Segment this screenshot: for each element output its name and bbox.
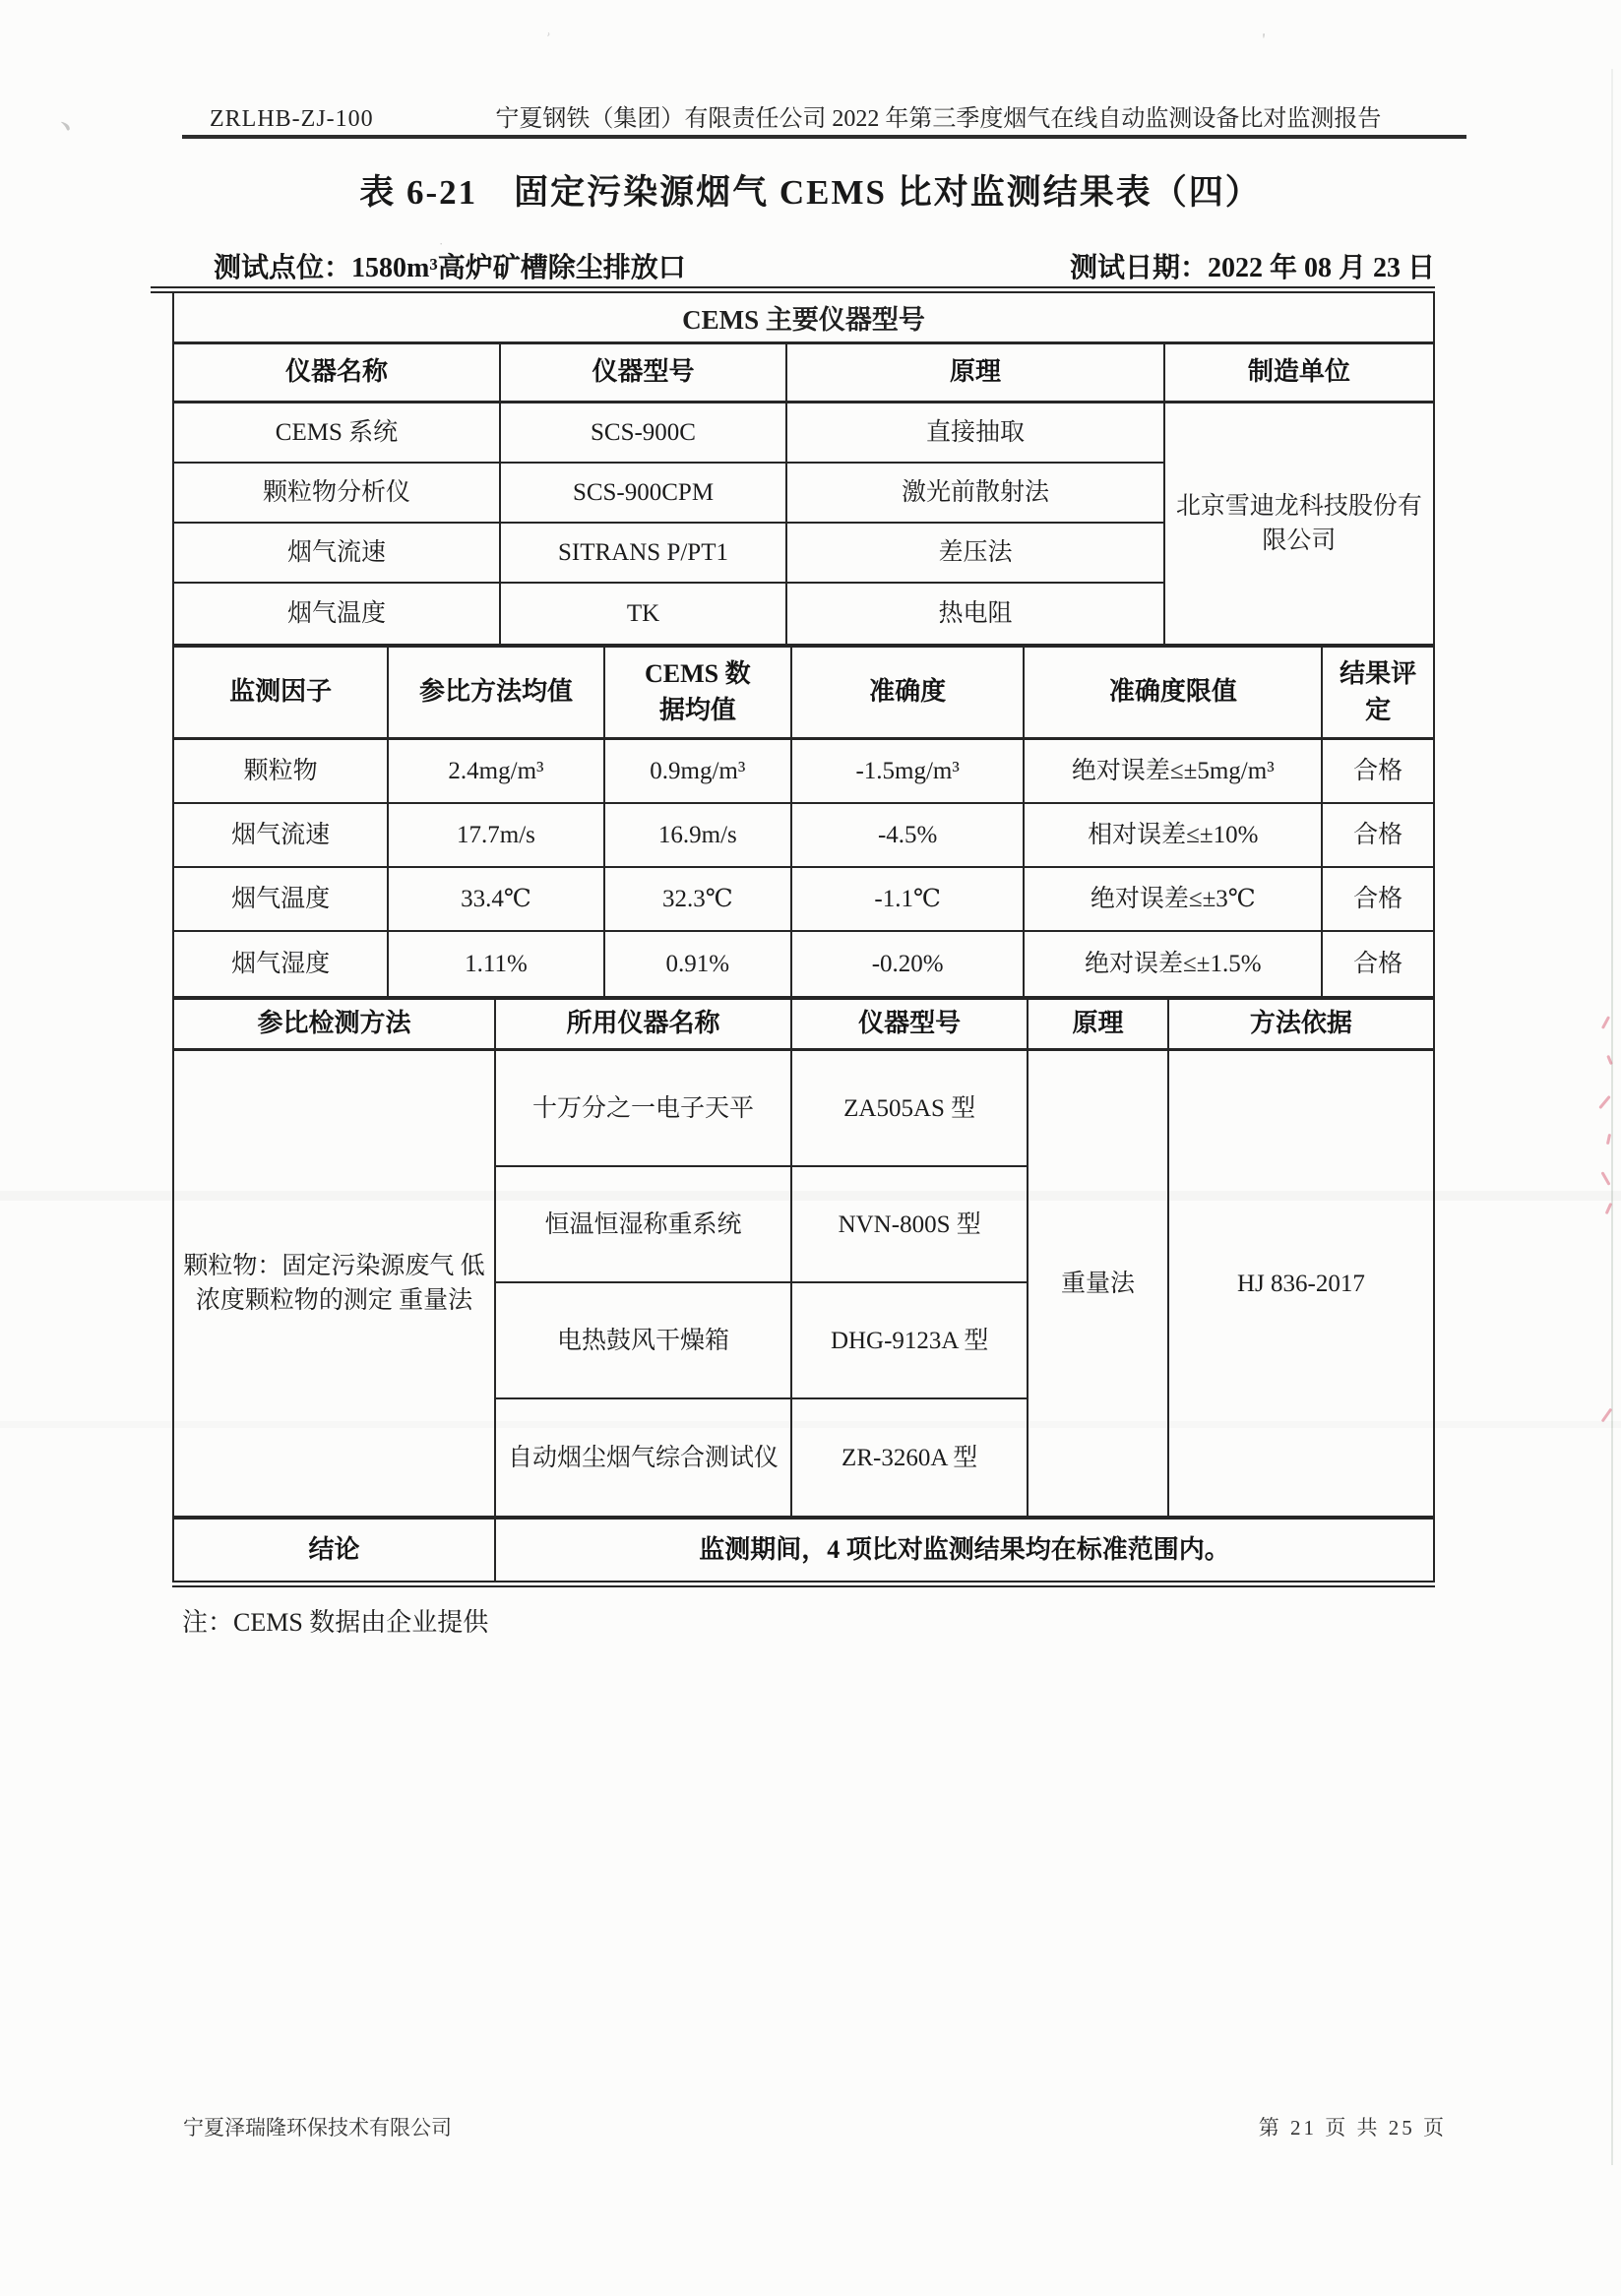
- scan-red-mark: [1600, 1171, 1610, 1185]
- test-date-value: 2022 年 08 月 23 日: [1207, 253, 1435, 283]
- table-cell: 烟气温度: [174, 868, 389, 932]
- col-header-used-instrument: 所用仪器名称: [496, 1000, 792, 1051]
- col-header-instrument-model: 仪器型号: [501, 344, 787, 403]
- col-header-method-basis: 方法依据: [1169, 1000, 1433, 1051]
- table-cell: 相对误差≤±10%: [1025, 804, 1323, 868]
- table-cell: -1.1℃: [792, 868, 1025, 932]
- table-cell: 十万分之一电子天平: [496, 1051, 792, 1167]
- table-cell: 0.9mg/m³: [605, 740, 792, 804]
- results-table: [172, 286, 1435, 1587]
- scan-speckle: ·: [439, 236, 444, 251]
- table-cell: 差压法: [787, 524, 1165, 584]
- table-cell: 0.91%: [605, 932, 792, 996]
- table-cell: 绝对误差≤±3℃: [1025, 868, 1323, 932]
- conclusion-text: 监测期间，4 项比对监测结果均在标准范围内。: [699, 1534, 1230, 1564]
- col-header-model: 仪器型号: [792, 1000, 1029, 1051]
- table-cell: 33.4℃: [389, 868, 604, 932]
- footer-page-number: 第 21 页 共 25 页: [1258, 2116, 1447, 2140]
- table-cell: -1.5mg/m³: [792, 740, 1025, 804]
- col-header-instrument-name: 仪器名称: [174, 344, 501, 403]
- table-cell: 电热鼓风干燥箱: [496, 1283, 792, 1399]
- table-cell: -4.5%: [792, 804, 1025, 868]
- section-divider: [151, 286, 1435, 293]
- table-cell: -0.20%: [792, 932, 1025, 996]
- col-header-cems-mean: [605, 648, 792, 740]
- test-date-label: 测试日期：: [1069, 253, 1208, 283]
- manufacturer-cell: [1165, 403, 1433, 644]
- table-cell: 烟气湿度: [174, 932, 389, 996]
- table-cell: 颗粒物: [174, 740, 389, 804]
- table-cell: 烟气流速: [174, 804, 389, 868]
- table-cell: NVN-800S 型: [792, 1167, 1029, 1283]
- cems-instruments-table: [172, 344, 1435, 644]
- reference-method-cell: 颗粒物：固定污染源废气 低浓度颗粒物的测定 重量法: [174, 1051, 496, 1516]
- test-date: [1070, 246, 1435, 285]
- test-point: [172, 246, 686, 285]
- table-cell: 绝对误差≤±1.5%: [1025, 932, 1323, 996]
- table-cell: 合格: [1323, 804, 1433, 868]
- col-header-principle: 原理: [787, 344, 1165, 403]
- scan-red-mark: [1601, 1016, 1610, 1029]
- table-cell: 合格: [1323, 868, 1433, 932]
- table-cell: 烟气温度: [174, 584, 501, 644]
- table-cell: 合格: [1323, 740, 1433, 804]
- table-bottom-rule: [172, 1581, 1435, 1587]
- table-cell: 烟气流速: [174, 524, 501, 584]
- report-title: 宁夏钢铁（集团）有限责任公司 2022 年第三季度烟气在线自动监测设备比对监测报告: [495, 106, 1382, 132]
- table-cell: SCS-900C: [501, 403, 787, 464]
- scan-speckle: ʾ: [541, 29, 553, 50]
- table-cell: 直接抽取: [787, 403, 1165, 464]
- col-header-accuracy-limit: 准确度限值: [1025, 648, 1323, 740]
- table-cell: SITRANS P/PT1: [501, 524, 787, 584]
- col-header-reference-mean: 参比方法均值: [389, 648, 604, 740]
- scan-speckle: ʹ: [1261, 29, 1269, 50]
- col-header-principle2: 原理: [1029, 1000, 1169, 1051]
- table-note: 注：CEMS 数据由企业提供: [182, 1608, 489, 1637]
- col-header-reference-method: 参比检测方法: [174, 1000, 496, 1051]
- table-cell: 自动烟尘烟气综合测试仪: [496, 1399, 792, 1516]
- table-cell: 合格: [1353, 951, 1403, 977]
- col-header-manufacturer: 制造单位: [1165, 344, 1433, 403]
- scan-streak: [0, 1421, 1621, 1428]
- test-point-value: 1580m³高炉矿槽除尘排放口: [351, 253, 686, 283]
- scan-red-mark: [1598, 1095, 1611, 1109]
- table-cell: 17.7m/s: [389, 804, 604, 868]
- cems-mean-label: CEMS 数据均值: [645, 659, 751, 724]
- table-cell: 2.4mg/m³: [389, 740, 604, 804]
- meta-row: [172, 246, 1435, 285]
- reference-method-table: [172, 1000, 1435, 1516]
- table-cell: SCS-900CPM: [501, 464, 787, 524]
- table-cell: DHG-9123A 型: [792, 1283, 1029, 1399]
- table-cell: 1.11%: [389, 932, 604, 996]
- conclusion-row: [172, 1520, 1435, 1581]
- method-basis-cell: HJ 836-2017: [1236, 1270, 1365, 1297]
- scan-speckle: ﹅: [59, 119, 73, 134]
- col-header-factor: 监测因子: [174, 648, 389, 740]
- table-cell: 激光前散射法: [787, 464, 1165, 524]
- table-cell: ZA505AS 型: [792, 1051, 1029, 1167]
- scan-edge-line: [1611, 69, 1613, 2165]
- header-rule: [182, 135, 1466, 139]
- col-header-result: 结果评定: [1323, 648, 1433, 740]
- table-cell: 16.9m/s: [605, 804, 792, 868]
- table-title: 表 6-21 固定污染源烟气 CEMS 比对监测结果表（四）: [359, 173, 1262, 212]
- scan-streak: [0, 1191, 1621, 1201]
- table-cell: 恒温恒湿称重系统: [496, 1167, 792, 1283]
- table-cell: 32.3℃: [605, 868, 792, 932]
- page-header: [210, 98, 1503, 133]
- manufacturer-name: 北京雪迪龙科技股份有限公司: [1175, 493, 1422, 554]
- test-point-label: 测试点位：: [214, 253, 352, 283]
- table-cell: ZR-3260A 型: [792, 1399, 1029, 1516]
- conclusion-label: 结论: [174, 1520, 496, 1581]
- col-header-accuracy: 准确度: [792, 648, 1025, 740]
- principle-cell: 重量法: [1029, 1051, 1169, 1516]
- footer-company: 宁夏泽瑞隆环保技术有限公司: [183, 2116, 452, 2140]
- table-cell: TK: [501, 584, 787, 644]
- table-cell: 绝对误差≤±5mg/m³: [1025, 740, 1323, 804]
- table-cell: 颗粒物分析仪: [174, 464, 501, 524]
- doc-code: ZRLHB-ZJ-100: [210, 106, 374, 132]
- table-cell: 热电阻: [787, 584, 1165, 644]
- table-cell: CEMS 系统: [174, 403, 501, 464]
- comparison-results-table: [172, 648, 1435, 996]
- cems-instruments-section-title: CEMS 主要仪器型号: [172, 293, 1435, 344]
